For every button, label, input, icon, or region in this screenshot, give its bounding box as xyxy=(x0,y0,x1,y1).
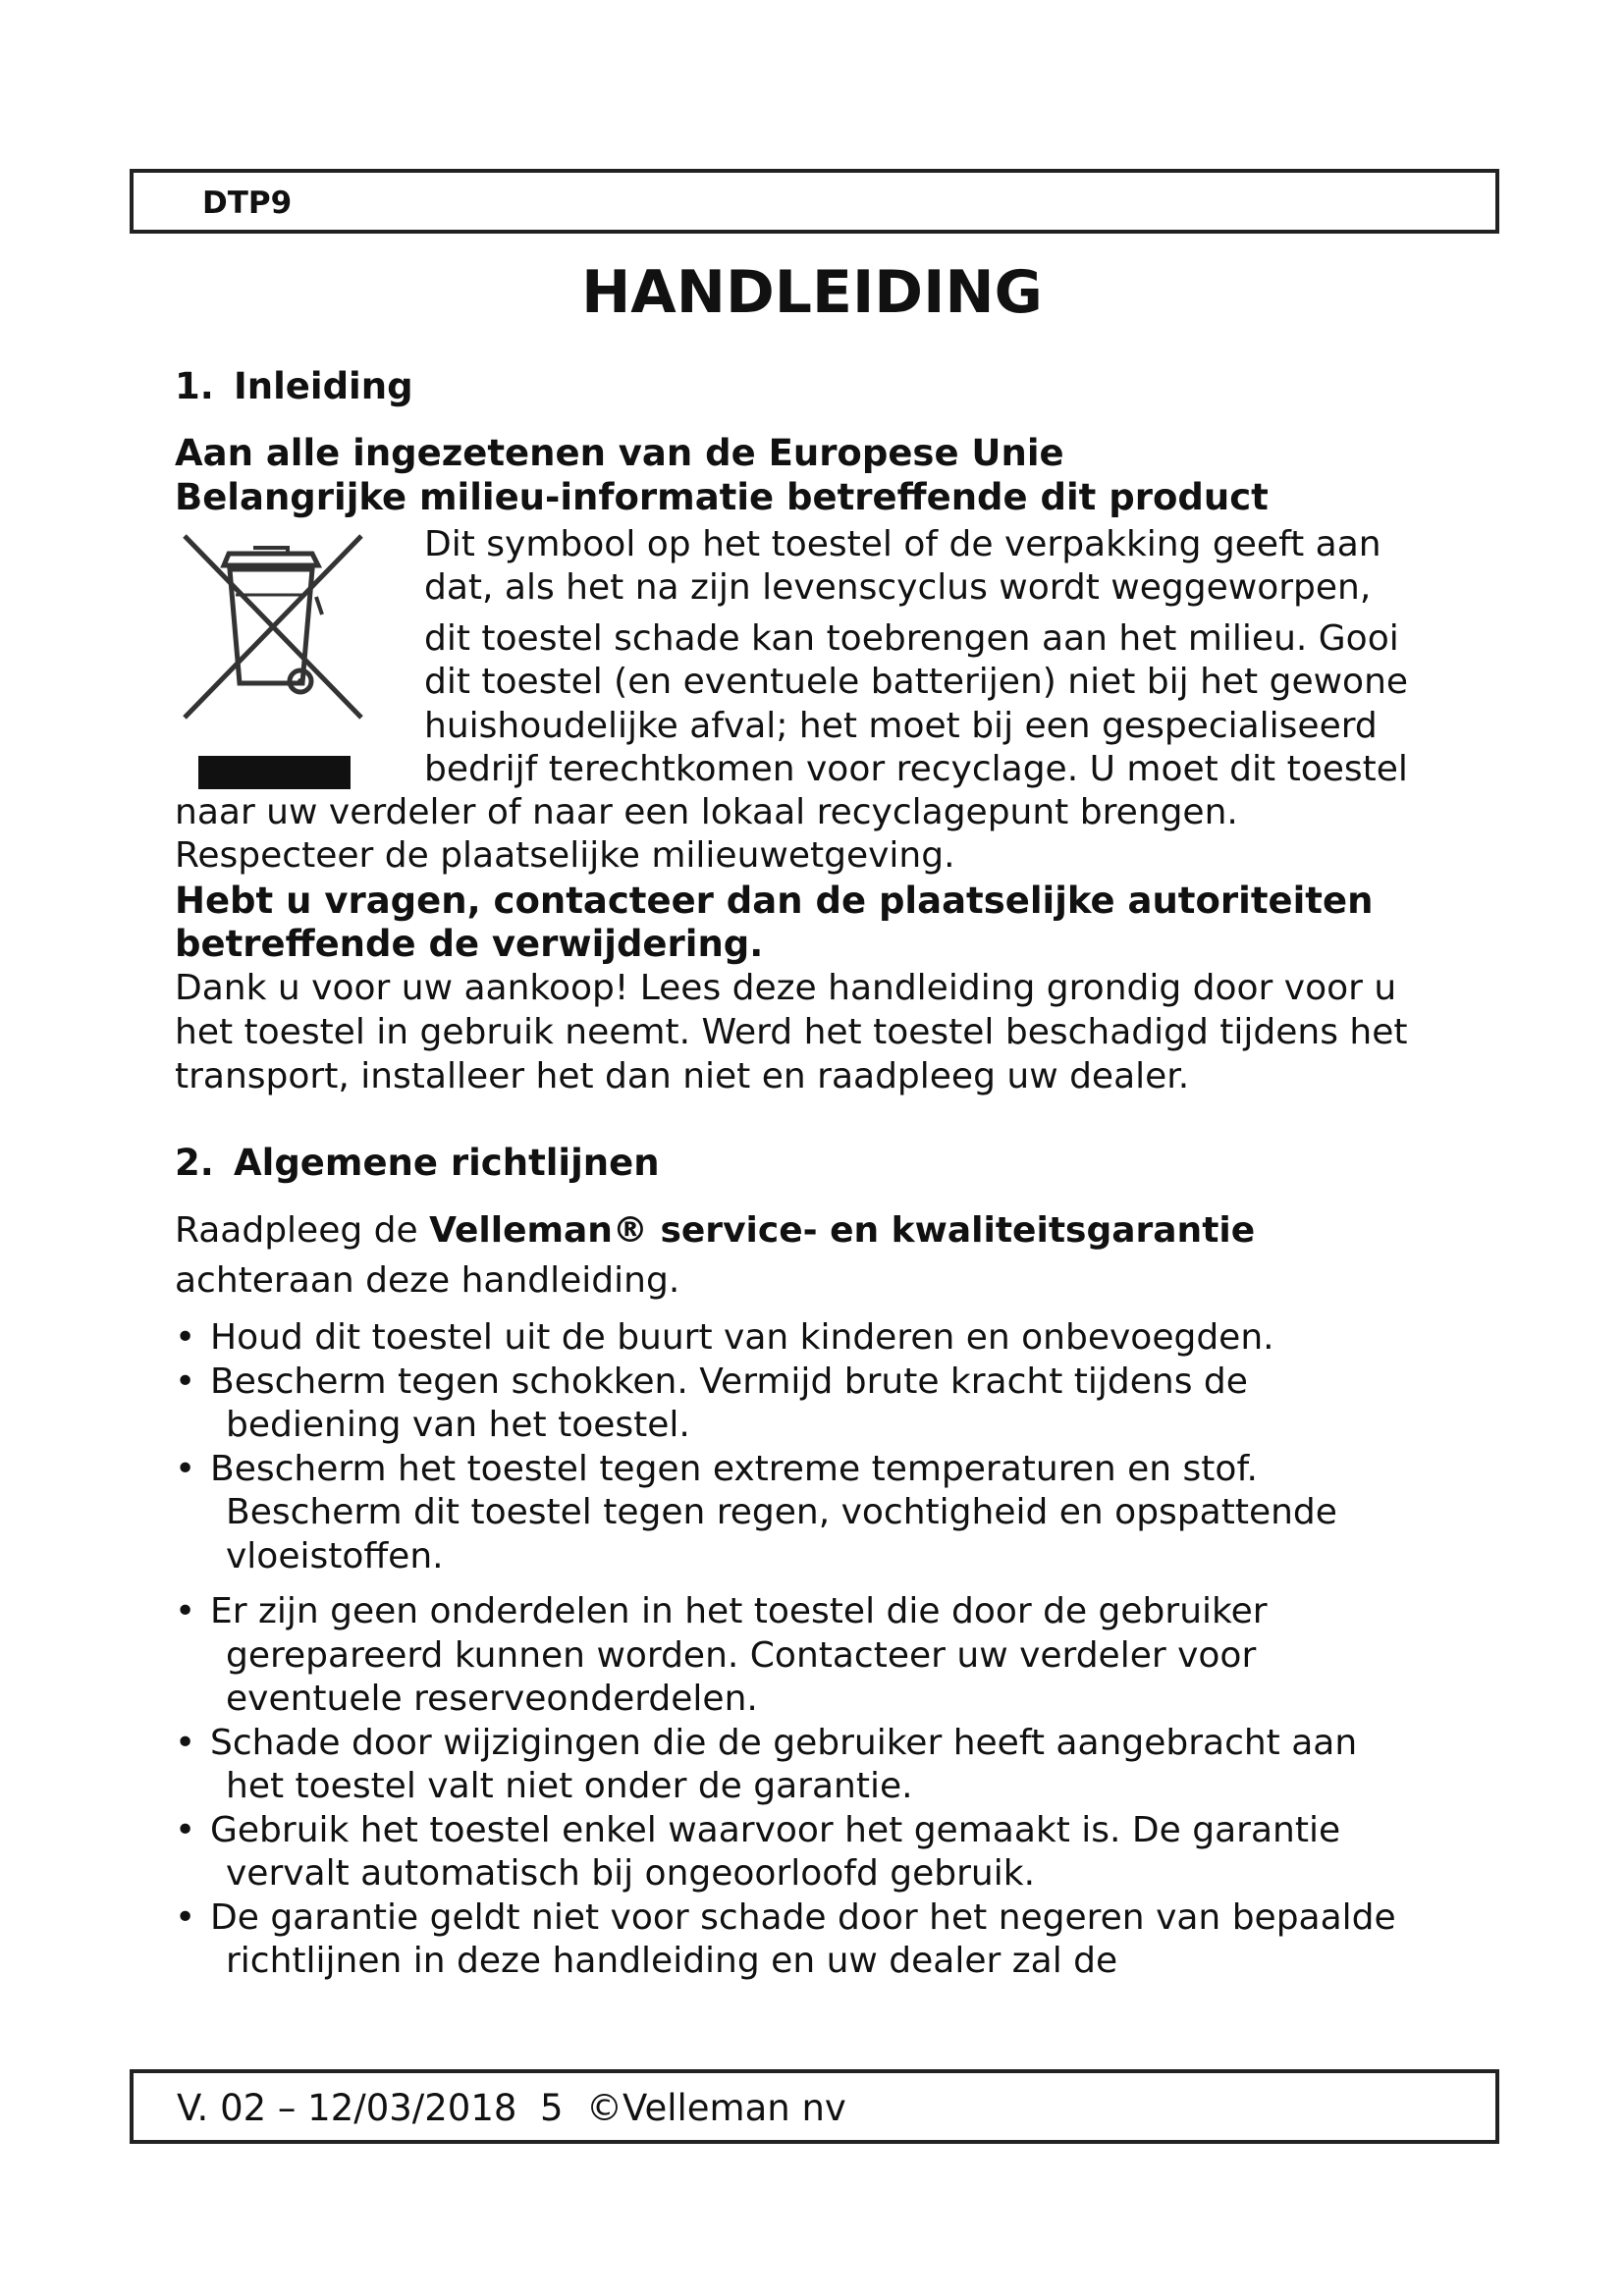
weee-text-line-5: huishoudelijke afval; het moet bij een gespecialiseerd xyxy=(424,706,1378,746)
crossed-out-wheelie-bin-icon xyxy=(175,526,371,791)
thanks-line-1: Dank u voor uw aankoop! Lees deze handleiding grondig door voor u xyxy=(175,968,1397,1008)
list-gap xyxy=(175,1578,1481,1590)
guideline-item-6 xyxy=(175,1809,1481,1896)
section-2-intro-line-2: achteraan deze handleiding. xyxy=(175,1260,680,1301)
footer-box xyxy=(130,2069,1499,2144)
weee-text-line-8: Respecteer de plaatselijke milieuwetgeving. xyxy=(175,835,955,876)
bullet-icon: • xyxy=(175,1361,196,1402)
guideline-text-cont: het toestel valt niet onder de garantie. xyxy=(226,1766,913,1806)
weee-text-line-2: dat, als het na zijn levenscyclus wordt weggeworpen, xyxy=(424,567,1372,608)
guideline-item-4 xyxy=(175,1590,1481,1722)
bullet-icon: • xyxy=(175,1591,196,1631)
guideline-text: Schade door wijzigingen die de gebruiker heeft aangebracht aan xyxy=(210,1722,1358,1763)
guideline-text-cont: richtlijnen in deze handleiding en uw dealer zal de xyxy=(226,1941,1118,1981)
guideline-item-3 xyxy=(175,1448,1481,1579)
guideline-item-2 xyxy=(175,1361,1481,1448)
guideline-text-cont: Bescherm dit toestel tegen regen, vochtigheid en opspattende xyxy=(226,1492,1337,1532)
guideline-item-5 xyxy=(175,1722,1481,1809)
guideline-text: Bescherm het toestel tegen extreme temperaturen en stof. xyxy=(210,1448,1258,1489)
eu-residents-line: Aan alle ingezetenen van de Europese Unie xyxy=(175,432,1064,474)
section-2-intro-line-1 xyxy=(175,1209,1255,1253)
guideline-item-1 xyxy=(175,1316,1481,1361)
guideline-text-cont: vervalt automatisch bij ongeoorloofd gebruik. xyxy=(226,1853,1036,1894)
bullet-icon: • xyxy=(175,1317,196,1358)
section-2-title: Algemene richtlijnen xyxy=(234,1142,660,1184)
bullet-icon: • xyxy=(175,1896,196,1938)
thanks-line-2: het toestel in gebruik neemt. Werd het toestel beschadigd tijdens het xyxy=(175,1012,1408,1052)
weee-text-line-1: Dit symbool op het toestel of de verpakking geeft aan xyxy=(424,524,1381,564)
weee-text-line-3: dit toestel schade kan toebrengen aan het milieu. Gooi xyxy=(424,618,1399,659)
guideline-text: Er zijn geen onderdelen in het toestel die door de gebruiker xyxy=(210,1591,1268,1631)
guideline-text-cont: eventuele reserveonderdelen. xyxy=(226,1679,758,1719)
intro-prefix: Raadpleeg de xyxy=(175,1210,430,1251)
bullet-icon: • xyxy=(175,1809,196,1850)
section-1-title: Inleiding xyxy=(234,365,413,407)
weee-text-line-6: bedrijf terechtkomen voor recyclage. U moet dit toestel xyxy=(424,749,1408,789)
questions-line-1: Hebt u vragen, contacteer dan de plaatselijke autoriteiten xyxy=(175,880,1374,922)
bullet-icon: • xyxy=(175,1448,196,1489)
section-1-number: 1. xyxy=(175,365,214,407)
footer-text: V. 02 – 12/03/2018 5 ©Velleman nv xyxy=(177,2087,846,2129)
weee-text-line-7: naar uw verdeler of naar een lokaal recyclagepunt brengen. xyxy=(175,792,1238,832)
guideline-text: Gebruik het toestel enkel waarvoor het gemaakt is. De garantie xyxy=(210,1809,1341,1850)
guideline-text: Houd dit toestel uit de buurt van kinderen en onbevoegden. xyxy=(210,1317,1274,1358)
section-1-heading xyxy=(175,365,413,408)
guidelines-list xyxy=(175,1316,1481,1984)
guideline-item-7 xyxy=(175,1896,1481,1984)
model-code: DTP9 xyxy=(202,186,293,221)
warranty-reference: Velleman® service- en kwaliteitsgarantie xyxy=(429,1210,1256,1251)
thanks-line-3: transport, installeer het dan niet en raadpleeg uw dealer. xyxy=(175,1056,1190,1096)
guideline-text-cont: bediening van het toestel. xyxy=(226,1405,690,1445)
guideline-text-cont: vloeistoffen. xyxy=(226,1535,444,1576)
weee-text-line-4: dit toestel (en eventuele batterijen) niet bij het gewone xyxy=(424,662,1409,702)
guideline-text: Bescherm tegen schokken. Vermijd brute kracht tijdens de xyxy=(210,1361,1248,1402)
guideline-text: De garantie geldt niet voor schade door het negeren van bepaalde xyxy=(210,1896,1396,1938)
bullet-icon: • xyxy=(175,1722,196,1763)
header-box xyxy=(130,169,1499,234)
guideline-text-cont: gerepareerd kunnen worden. Contacteer uw verdeler voor xyxy=(226,1634,1257,1676)
section-2-number: 2. xyxy=(175,1142,214,1184)
environment-info-line: Belangrijke milieu-informatie betreffende dit product xyxy=(175,476,1269,518)
questions-line-2: betreffende de verwijdering. xyxy=(175,923,764,965)
page-title: HANDLEIDING xyxy=(581,258,1043,327)
section-2-heading xyxy=(175,1142,660,1185)
